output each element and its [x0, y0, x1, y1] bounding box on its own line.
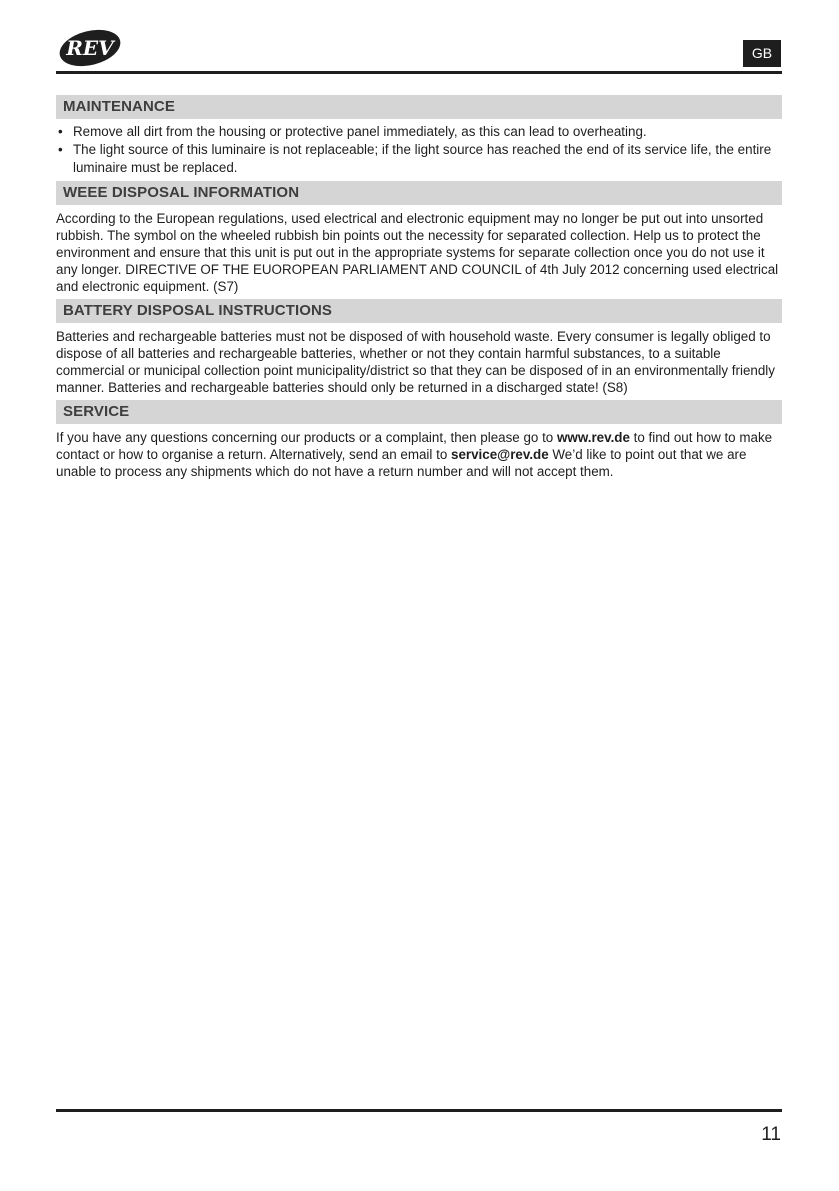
list-item: • Remove all dirt from the housing or protective panel immediately, as this can lead to overheating.: [58, 124, 647, 139]
weee-heading: WEEE DISPOSAL INFORMATION: [56, 181, 782, 205]
rev-logo: [56, 27, 124, 69]
header-rule: [56, 71, 782, 74]
logo-text: REV: [66, 36, 114, 60]
maintenance-list: [56, 123, 782, 177]
maintenance-heading: MAINTENANCE: [56, 95, 782, 119]
website-link[interactable]: www.rev.de: [556, 430, 630, 445]
document-body: [56, 95, 782, 484]
language-badge: GB: [743, 40, 781, 67]
battery-paragraph: Batteries and rechargeable batteries must not be disposed of with household waste. Every consumer is legally obliged to dispose of all batteries and rechargeable batteries, whether or not they contain harmful substances, to a suitable commercial or municipal collection point municipality/district so that they can be disposed of in an environmentally friendly manner. Batteries and rechargeable batteries should only be returned in a discharged state! (S8): [56, 329, 775, 395]
footer-rule: [56, 1109, 782, 1112]
list-item: • The light source of this luminaire is not replaceable; if the light source has reached the end of its service life, the entire luminaire must be replaced.: [58, 142, 772, 175]
service-heading: SERVICE: [56, 400, 782, 424]
service-email-link[interactable]: service@rev.de: [451, 447, 549, 462]
weee-paragraph: According to the European regulations, used electrical and electronic equipment may no longer be put out into unsorted rubbish. The symbol on the wheeled rubbish bin points out the necessity for separated collection. Help us to protect the environment and ensure that this unit is put out in the appropriate systems for separate collection once you do not use it any longer. DIRECTIVE OF THE EUOROPEAN PARLIAMENT AND COUNCIL of 4th July 2012 concerning used electrical and electronic equipment. (S7): [56, 211, 779, 294]
battery-heading: BATTERY DISPOSAL INSTRUCTIONS: [56, 299, 782, 323]
service-paragraph: If you have any questions concerning our products or a complaint, then please go to www.rev.de to find out how to make contact or how to organise a return. Alternatively, send an email to service@rev.de We’d like to point out that we are unable to process any shipments which do not have a return number and will not accept them.: [56, 430, 773, 479]
page-number: 11: [761, 1124, 781, 1145]
